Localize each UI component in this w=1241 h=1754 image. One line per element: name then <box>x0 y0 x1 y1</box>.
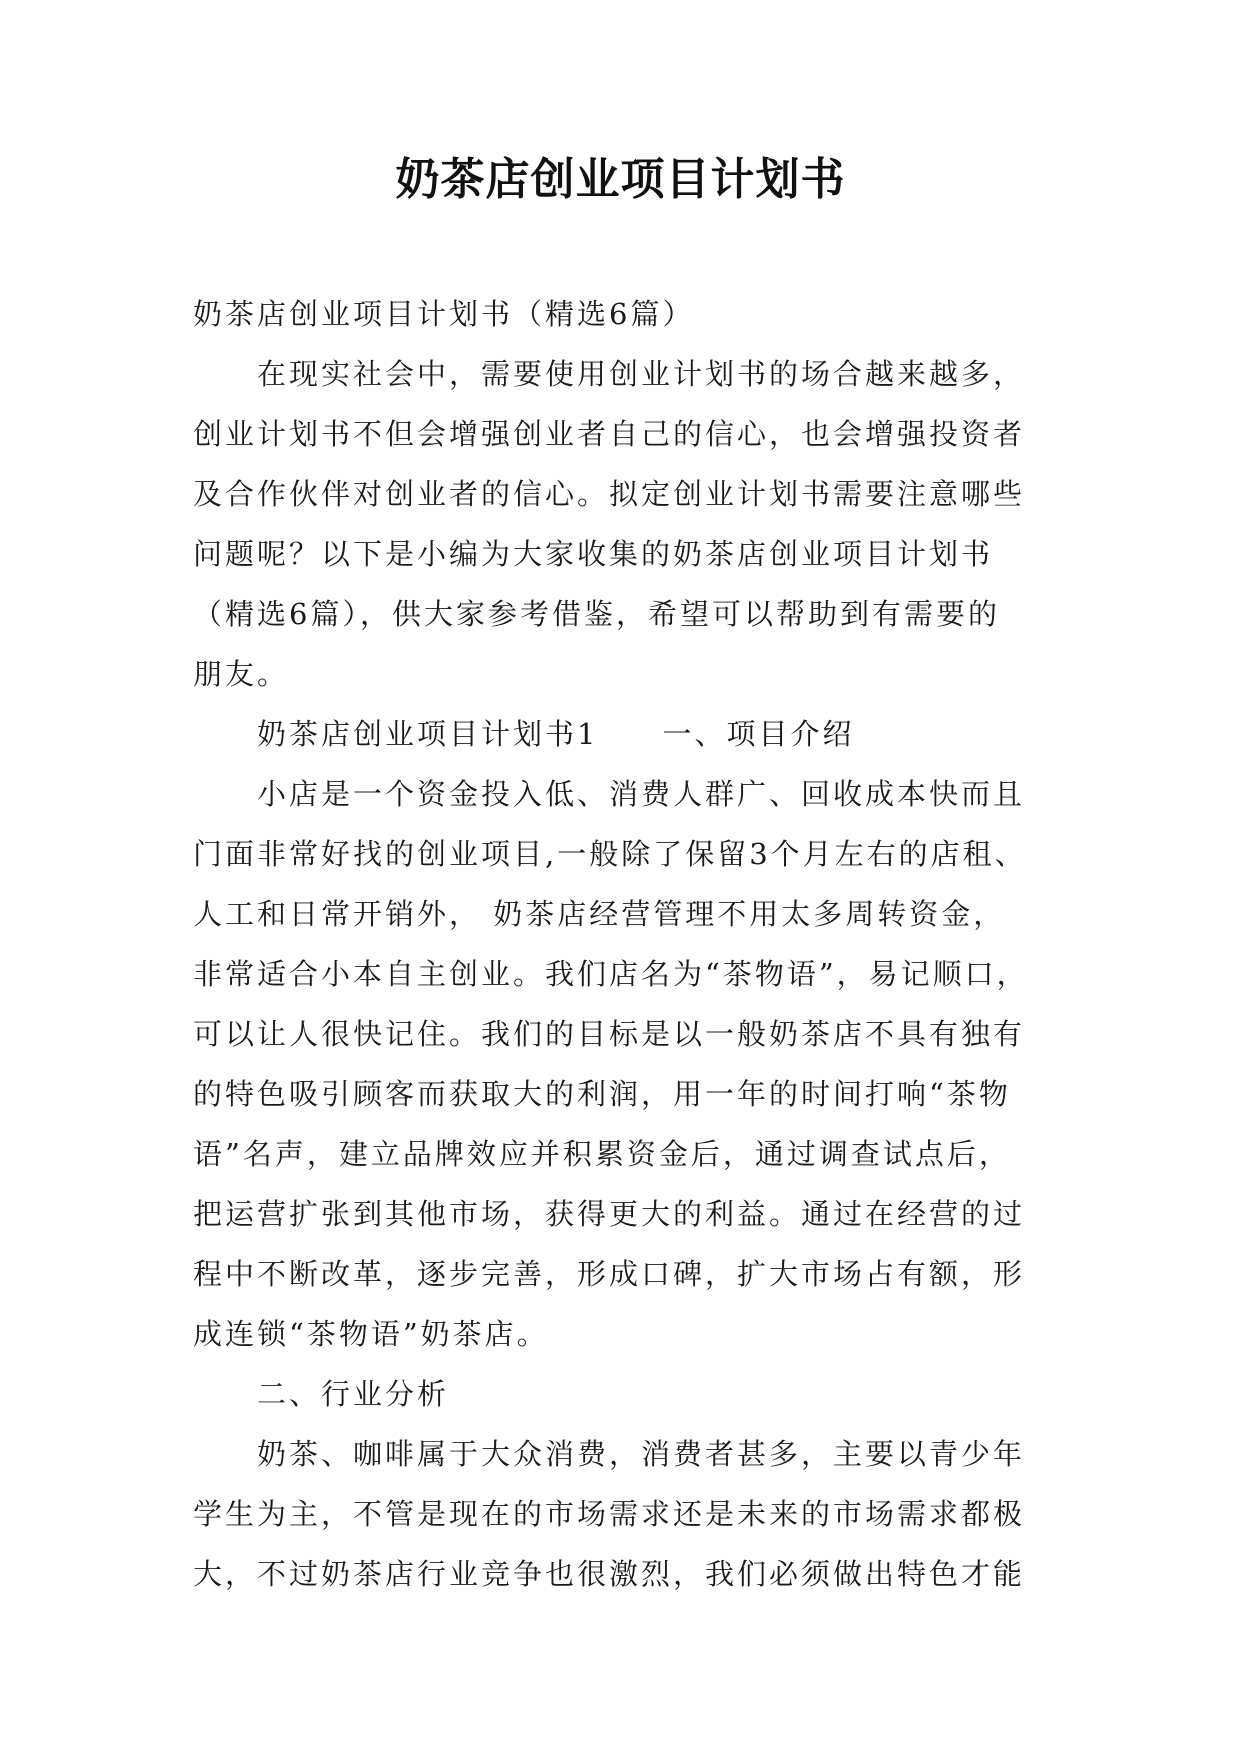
intro-line: （精选6篇），供大家参考借鉴，希望可以帮助到有需要的 <box>193 597 1000 631</box>
intro-line: 及合作伙伴对创业者的信心。拟定创业计划书需要注意哪些 <box>193 477 1026 511</box>
intro-line: 问题呢？以下是小编为大家收集的奶茶店创业项目计划书 <box>193 537 994 571</box>
section2-heading: 二、行业分析 <box>257 1377 450 1411</box>
section1-line: 小店是一个资金投入低、消费人群广、回收成本快而且 <box>257 777 1026 811</box>
intro-line: 朋友。 <box>193 657 290 691</box>
section2-line: 大，不过奶茶店行业竞争也很激烈，我们必须做出特色才能 <box>193 1557 1026 1591</box>
section1-line: 非常适合小本自主创业。我们店名为“茶物语”，易记顺口， <box>193 957 1029 991</box>
section1-subheading: 一、项目介绍 <box>662 717 855 751</box>
section1-line: 人工和日常开销外， 奶茶店经营管理不用太多周转资金， <box>193 897 1006 931</box>
intro-line: 在现实社会中，需要使用创业计划书的场合越来越多， <box>257 357 1026 391</box>
section1-heading: 奶茶店创业项目计划书1 <box>257 717 599 751</box>
document-title: 奶茶店创业项目计划书 <box>395 154 846 205</box>
section1-line: 把运营扩张到其他市场，获得更大的利益。通过在经营的过 <box>193 1197 1026 1231</box>
intro-line: 创业计划书不但会增强创业者自己的信心，也会增强投资者 <box>193 417 1026 451</box>
section1-line: 成连锁“茶物语”奶茶店。 <box>193 1317 549 1351</box>
document-subtitle: 奶茶店创业项目计划书（精选6篇） <box>193 297 695 331</box>
section1-line: 语”名声，建立品牌效应并积累资金后，通过调查试点后， <box>193 1137 1011 1171</box>
section1-line: 的特色吸引顾客而获取大的利润，用一年的时间打响“茶物 <box>193 1077 1011 1111</box>
section2-line: 学生为主，不管是现在的市场需求还是未来的市场需求都极 <box>193 1497 1026 1531</box>
section1-line: 可以让人很快记住。我们的目标是以一般奶茶店不具有独有 <box>193 1017 1026 1051</box>
section1-line: 门面非常好找的创业项目,一般除了保留3个月左右的店租、 <box>193 837 1027 871</box>
section1-heading-line <box>193 704 1068 764</box>
section1-line: 程中不断改革，逐步完善，形成口碑，扩大市场占有额，形 <box>193 1257 1026 1291</box>
document-body <box>193 284 1068 1604</box>
section2-line: 奶茶、咖啡属于大众消费，消费者甚多，主要以青少年 <box>257 1437 1026 1471</box>
